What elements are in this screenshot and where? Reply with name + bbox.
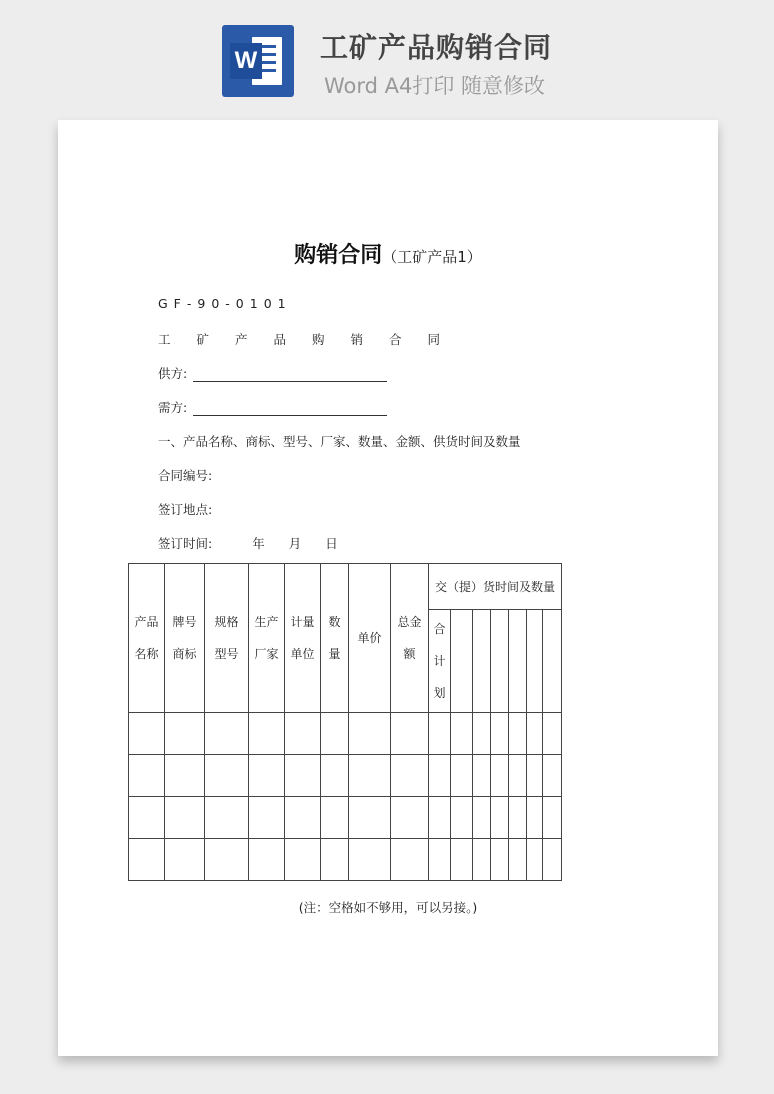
- banner: [0, 0, 774, 110]
- table-cell[interactable]: [165, 797, 205, 839]
- th-brand: 牌号 商标: [165, 564, 205, 713]
- table-cell[interactable]: [205, 713, 249, 755]
- doc-title: [58, 238, 718, 269]
- table-cell[interactable]: [249, 797, 285, 839]
- table-cell[interactable]: [129, 797, 165, 839]
- th-spec: 规格 型号: [205, 564, 249, 713]
- th-cell: [473, 610, 491, 713]
- table-cell[interactable]: [451, 755, 473, 797]
- table-cell[interactable]: [509, 797, 527, 839]
- table-cell[interactable]: [349, 755, 391, 797]
- table-cell[interactable]: [349, 839, 391, 881]
- table-cell[interactable]: [129, 839, 165, 881]
- sign-place-label: 签订地点:: [158, 502, 213, 517]
- table-cell[interactable]: [249, 713, 285, 755]
- table-cell[interactable]: [349, 797, 391, 839]
- th-maker: 生产 厂家: [249, 564, 285, 713]
- th-cell: [451, 610, 473, 713]
- th-cell: [527, 610, 543, 713]
- table-row: [129, 839, 562, 881]
- table-cell[interactable]: [391, 755, 429, 797]
- supplier-input-line[interactable]: [193, 367, 387, 382]
- sign-time-label: 签订时间:: [158, 536, 213, 551]
- banner-title: 工矿产品购销合同: [320, 31, 553, 64]
- table-cell[interactable]: [491, 755, 509, 797]
- section-one: 一、产品名称、商标、型号、厂家、数量、金额、供货时间及数量: [158, 434, 521, 449]
- table-cell[interactable]: [509, 755, 527, 797]
- contract-heading: 工矿产品购销合同: [158, 332, 467, 347]
- banner-subtitle: Word A4打印 随意修改: [324, 74, 546, 98]
- table-cell[interactable]: [491, 839, 509, 881]
- th-price: 单价: [349, 564, 391, 713]
- th-qty: 数 量: [321, 564, 349, 713]
- th-cell: [543, 610, 562, 713]
- supplier-row: [158, 364, 387, 382]
- table-cell[interactable]: [429, 839, 451, 881]
- buyer-row: [158, 398, 387, 416]
- table-row: [129, 755, 562, 797]
- table-cell[interactable]: [543, 797, 562, 839]
- table-cell[interactable]: [543, 713, 562, 755]
- supplier-label: 供方:: [158, 366, 188, 381]
- table-cell[interactable]: [285, 713, 321, 755]
- table-cell[interactable]: [527, 839, 543, 881]
- doc-title-paren: （工矿产品1）: [382, 248, 482, 266]
- buyer-label: 需方:: [158, 400, 188, 415]
- th-cell: [509, 610, 527, 713]
- table-cell[interactable]: [321, 755, 349, 797]
- table-cell[interactable]: [391, 797, 429, 839]
- table-cell[interactable]: [349, 713, 391, 755]
- th-plan: 合 计 划: [429, 610, 451, 713]
- table-row: [129, 713, 562, 755]
- table-cell[interactable]: [491, 713, 509, 755]
- table-cell[interactable]: [429, 797, 451, 839]
- table-cell[interactable]: [285, 839, 321, 881]
- table-cell[interactable]: [129, 755, 165, 797]
- table-cell[interactable]: [165, 713, 205, 755]
- table-cell[interactable]: [321, 839, 349, 881]
- table-cell[interactable]: [249, 839, 285, 881]
- table-cell[interactable]: [543, 839, 562, 881]
- buyer-input-line[interactable]: [193, 401, 387, 416]
- table-cell[interactable]: [527, 755, 543, 797]
- table-cell[interactable]: [391, 839, 429, 881]
- table-cell[interactable]: [473, 755, 491, 797]
- table-cell[interactable]: [165, 755, 205, 797]
- table-cell[interactable]: [527, 713, 543, 755]
- th-delivery: 交（提）货时间及数量: [429, 564, 562, 610]
- table-cell[interactable]: [473, 839, 491, 881]
- table-cell[interactable]: [285, 755, 321, 797]
- table-cell[interactable]: [321, 713, 349, 755]
- table-cell[interactable]: [509, 713, 527, 755]
- table-cell[interactable]: [321, 797, 349, 839]
- th-unit: 计量 单位: [285, 564, 321, 713]
- table-cell[interactable]: [205, 797, 249, 839]
- word-letter: W: [230, 43, 262, 79]
- table-cell[interactable]: [165, 839, 205, 881]
- table-cell[interactable]: [527, 797, 543, 839]
- table-cell[interactable]: [451, 713, 473, 755]
- product-table: [128, 563, 562, 881]
- table-cell[interactable]: [205, 839, 249, 881]
- table-cell[interactable]: [285, 797, 321, 839]
- table-cell[interactable]: [473, 797, 491, 839]
- th-cell: [491, 610, 509, 713]
- table-row: [129, 797, 562, 839]
- table-cell[interactable]: [451, 797, 473, 839]
- table-cell[interactable]: [429, 755, 451, 797]
- word-icon: [222, 25, 294, 97]
- table-cell[interactable]: [509, 839, 527, 881]
- year-label: 年: [252, 536, 265, 551]
- th-product-name: 产品 名称: [129, 564, 165, 713]
- contract-code: GF-90-0101: [158, 296, 292, 311]
- doc-title-main: 购销合同: [294, 243, 383, 268]
- document-page: [58, 120, 718, 1056]
- table-cell[interactable]: [205, 755, 249, 797]
- table-cell[interactable]: [473, 713, 491, 755]
- table-cell[interactable]: [491, 797, 509, 839]
- table-cell[interactable]: [249, 755, 285, 797]
- table-note: (注：空格如不够用，可以另接。): [298, 900, 478, 915]
- th-total: 总金 额: [391, 564, 429, 713]
- sign-time-row: [158, 534, 338, 552]
- table-cell[interactable]: [451, 839, 473, 881]
- contract-no-label: 合同编号:: [158, 468, 213, 483]
- table-cell[interactable]: [543, 755, 562, 797]
- month-label: 月: [288, 536, 302, 551]
- table-cell[interactable]: [391, 713, 429, 755]
- day-label: 日: [325, 536, 338, 551]
- table-cell[interactable]: [129, 713, 165, 755]
- header-row-1: [129, 564, 562, 610]
- table-cell[interactable]: [429, 713, 451, 755]
